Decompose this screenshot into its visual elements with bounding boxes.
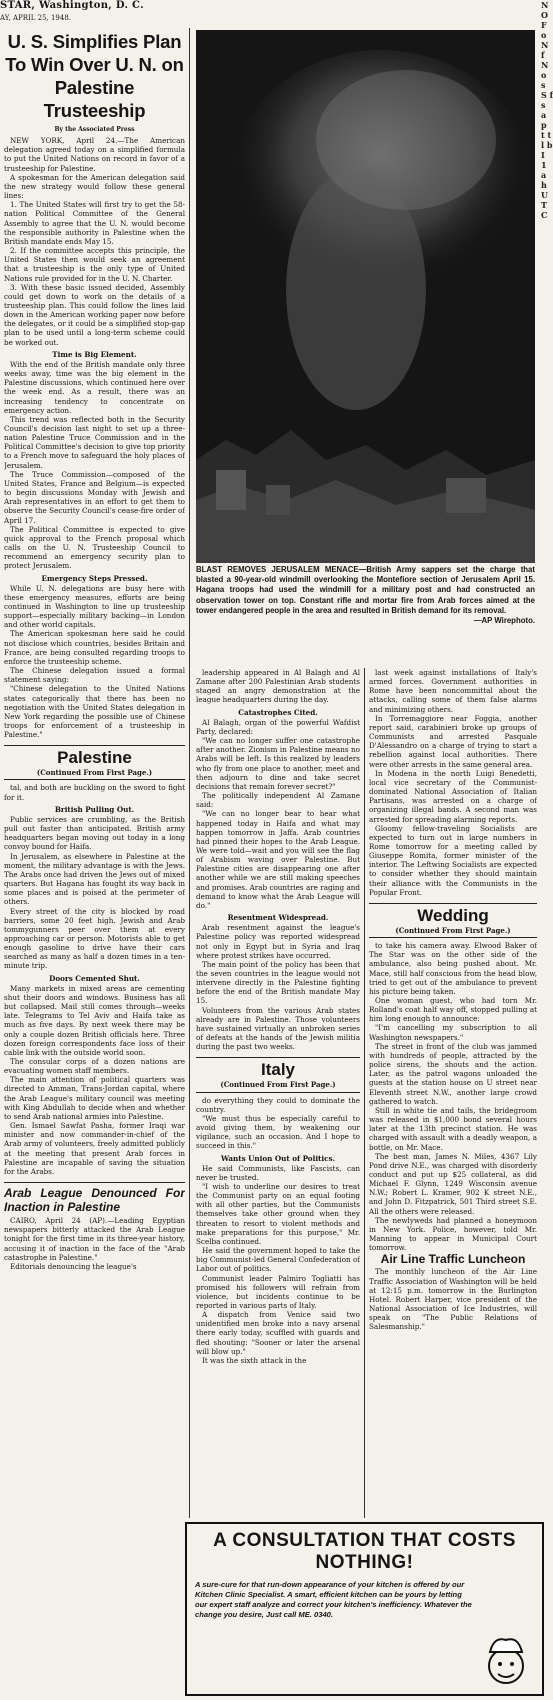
paragraph: The street in front of the club was jammed with hundreds of people, attracted by the police sirens, the shouts and the action. Later, as the patrol wagons unloaded the guests at the station house on U street near Eleventh street N.W., another large crowd gathered to watch. xyxy=(369,1041,537,1106)
paragraph: Public services are crumbling, as the British pull out faster than anticipated. British army headquarters began moving out today in a long convoy bound for Haifa. xyxy=(4,814,185,852)
paragraph: He said the government hoped to take the big Communist-led General Confederation of Labor out of politics. xyxy=(196,1246,360,1274)
paragraph: The newlyweds had planned a honeymoon in New York. Police, however, told Mr. Manning to appear in Municipal Court tomorrow. xyxy=(369,1215,537,1253)
paragraph: 1. The United States will first try to get the 58-nation Political Committee of the General Assembly to agree that the U. N. would become the responsible authority in Palestine when the British mandate ends May 15. xyxy=(4,200,185,246)
paragraph: Communist leader Palmiro Togliatti has promised his followers will refrain from violence, but incidents continue to be reported in various parts of Italy. xyxy=(196,1273,360,1310)
paragraph: In Jerusalem, as elsewhere in Palestine at the moment, the military advantage is with the Jews. The Arabs once had driven the Jews out of mixed quarters. But Hagana has fought its way back in some places and is poised at the perimeter of others. xyxy=(4,851,185,907)
photo-illustration xyxy=(196,30,535,563)
ad-body: A sure-cure for that run-down appearance of your kitchen is offered by our Kitchen Clinic Specialist. A smart, efficient kitchen can be yours by letting our expert staff analyze and correct your kitchen's inefficiency. Whatever the change you desire, Just call ME. 0340. xyxy=(195,1580,472,1619)
paragraph: Gen. Ismael Sawfat Pasha, former Iraqi war minister and now commander-in-chief of the Arab army of volunteers, freely admitted publicly at the meeting that present Arab forces in Palestine are incapable of saving the situation for the Arabs. xyxy=(4,1121,185,1176)
jump-italy xyxy=(196,1057,360,1092)
paragraph: "We can no longer suffer one catastrophe after another. Zionism in Palestine means no Arabs will be left. Is this realized by leaders who fly from one place to another, meet and then adjourn to dine and take secret decisions that remain forever secret?" xyxy=(196,736,360,791)
paragraph: Arab resentment against the league's Palestine policy was reported widespread not only in Egypt but in Syria and Iraq where protest strikes have occurred. xyxy=(196,923,360,960)
jump-title: Wedding xyxy=(417,905,489,925)
paragraph: The Truce Commission—composed of the United States, France and Belgium—is expected to begin discussions Monday with Jewish and Arab representatives in an effort to get them to observe the Security Council's cease-fire order of April 17. xyxy=(4,469,185,525)
paragraph: leadership appeared in Al Balagh and Al Zamane after 200 Palestinian Arab students staged an angry demonstration at the league headquarters during the day. xyxy=(196,668,360,705)
headline-air-line: Air Line Traffic Luncheon xyxy=(380,1252,526,1267)
paragraph: One woman guest, who had torn Mr. Rolland's coat half way off, stopped pulling at him long enough to announce: xyxy=(369,996,537,1024)
paragraph: tal, and both are buckling on the sword to fight for it. xyxy=(4,783,185,802)
paragraph: NEW YORK, April 24.—The American delegation agreed today on a simplified formula to put the United Nations on record in favor of a trusteeship for Palestine. xyxy=(4,136,185,173)
paragraph: With the end of the British mandate only three weeks away, time was the big element in the Palestine discussions, which continued here over the week end. As a result, there was an increasing tendency to concentrate on emergency action. xyxy=(4,359,185,415)
adjacent-column-edge: N O F o N f N o s S f s a p t t l b I 1 a h U T C xyxy=(541,0,553,220)
news-photo-windmill-blast xyxy=(196,30,535,563)
paragraph: The Chinese delegation issued a formal statement saying: xyxy=(4,666,185,685)
jump-continued: (Continued From First Page.) xyxy=(196,1080,360,1092)
jump-title: Italy xyxy=(260,1060,296,1080)
paragraph: A dispatch from Venice said two unidentified men broke into a navy arsenal there early today, scuffled with guards and fled shouting: "Sooner or later the arsenal will blow up." xyxy=(196,1310,360,1356)
jump-continued: (Continued From First Page.) xyxy=(369,926,537,938)
paragraph: The main point of the policy has been that the seven countries in the league would not intervene directly in the Palestine fighting before the end of the British mandate May 15. xyxy=(196,959,360,1006)
paragraph: "I'm cancelling my subscription to all Washington newspapers." xyxy=(369,1023,537,1042)
paragraph: Al Balagh, organ of the powerful Wafdist Party, declared: xyxy=(196,717,360,736)
paragraph: "We can no longer bear to hear what happened today in Haifa and what may happen tomorrow in Jaffa. Arab countries had pinned their hopes to the Arab League. We were told—wait and you will see the flag of Arabism waving over Palestine. But Palestine cities are disappearing one after another while we are still making speeches and promises. Arab countries are raging and demand to know what the Arab League will do." xyxy=(196,809,360,910)
paragraph: Still in white tie and tails, the bridegroom was released in $1,000 bond several hours later at the 13th precinct station. He was charged with assault with a deadly weapon, a bottle, on Mr. Mace. xyxy=(369,1105,537,1152)
paragraph: to take his camera away. Elwood Baker of The Star was on the other side of the ambulance, also being pushed about. Mr. Mace, still half conscious from the head blow, tried to get out of the ambulance to prevent his picture being taken. xyxy=(369,941,537,996)
headline-arab-league: Arab League Denounced For Inaction in Palestine xyxy=(4,1182,185,1214)
paragraph: A spokesman for the American delegation said the new strategy would follow these general lines: xyxy=(4,172,185,201)
subhead: Time is Big Element. xyxy=(52,349,137,359)
chef-face-icon xyxy=(480,1632,532,1688)
paragraph: The monthly luncheon of the Air Line Traffic Association of Washington will be held at 12:15 p.m. tomorrow in the Burlington Hotel. Robert Harper, vice president of the National Association of Ice Industries, will speak on "The Public Relations of Salesmanship." xyxy=(369,1267,537,1332)
byline: By the Associated Press xyxy=(54,126,135,133)
paragraph: do everything they could to dominate the country. xyxy=(196,1095,360,1114)
paragraph: Volunteers from the various Arab states already are in Palestine. Those volunteers have sustained virtually an unbroken series of defeats at the hands of the Jewish militia during the past two weeks. xyxy=(196,1005,360,1052)
paragraph: In Modena in the north Luigi Benedetti, local vice secretary of the Communist-dominated National Association of Italian Partisans, was arrested on a charge of organizing illegal bands. A second man was arrested for spreading alarming reports. xyxy=(369,768,537,824)
subhead: Emergency Steps Pressed. xyxy=(41,573,148,583)
column-rule xyxy=(189,28,190,1518)
jump-wedding xyxy=(369,903,537,938)
column-2 xyxy=(196,668,360,1518)
paragraph: "I wish to underline our desires to treat the Communist party on an equal footing with all other parties, but the Communists themselves take other ground when they threaten to resort to violent methods and make preparations for this purpose," Mr. Scelba continued. xyxy=(196,1181,360,1246)
masthead-date: AY, APRIL 25, 1948. xyxy=(0,14,72,22)
subhead: Resentment Widespread. xyxy=(227,913,329,923)
advertisement xyxy=(185,1522,544,1696)
subhead: Wants Union Out of Politics. xyxy=(220,1153,336,1163)
photo-caption xyxy=(196,565,535,626)
paragraph: The politically independent Al Zamane said: xyxy=(196,791,360,810)
paragraph: It was the sixth attack in the xyxy=(202,1355,307,1365)
paragraph: He said Communists, like Fascists, can never be trusted. xyxy=(196,1163,360,1182)
paragraph: "Chinese delegation to the United Nations states categorically that there has been no negotiation with the United States delegation in New York regarding the possible use of Chinese troops for enforcement of a trusteeship in Palestine." xyxy=(4,684,185,740)
paragraph: This trend was reflected both in the Security Council's decision last night to set up a three-nation Palestine Truce Commission and in the Political Committee's decision to give top priority to a French move to safeguard the holy places of Jerusalem. xyxy=(4,414,185,470)
paragraph: Many markets in mixed areas are cementing shut their doors and windows. Business has all but collapsed. Mail still comes through—weeks late. Telegrams to Tel Aviv and Haifa take as much as five days. By next week there may be only a couple dozen British officials here. Three dozen foreign correspondents face loss of their cable link with the outside world soon. xyxy=(4,983,185,1057)
paragraph: The Political Committee is expected to give quick approval to the French proposal which calls on the U. N. Trusteeship Council to recommend an emergency security plan to protect Jerusalem. xyxy=(4,524,185,571)
column-1 xyxy=(4,28,185,1698)
headline-trusteeship: U. S. Simplifies Plan To Win Over U. N. on Palestine Trusteeship xyxy=(5,31,184,121)
paragraph: 2. If the committee accepts this principle, the United States then would seek an agreement that a trusteeship is the only type of United Nations rule provided for in the U. N. Charter. xyxy=(4,246,185,283)
paragraph: The best man, James N. Miles, 4367 Lily Pond drive N.E., was charged with disorderly conduct and put up $25 collateral, as did Michael F. Glynn, 1249 Wisconsin avenue N.W.; Robert L. Kramer, 902 K street N.E., and John D. Fitzpatrick, 501 Third street S.E. All the others were released. xyxy=(369,1151,537,1216)
paragraph: CAIRO, April 24 (AP).—Leading Egyptian newspapers bitterly attacked the Arab League tonight for the first time in its three-year history, accusing it of inaction in the face of the "Arab catastrophe in Palestine." xyxy=(4,1216,185,1262)
paragraph: The consular corps of a dozen nations are evacuating women staff members. xyxy=(4,1057,185,1076)
column-3 xyxy=(369,668,537,1518)
column-rule xyxy=(364,668,365,1518)
jump-palestine xyxy=(4,745,185,780)
paragraph: 3. With these basic issued decided, Assembly could get down to work on the details of a trusteeship plan. This could follow the lines laid down in the American working paper now before the delegates, or it could be a simplified stop-gap plan to be used until a long-term scheme could be worked out. xyxy=(4,282,185,347)
photo-credit: —AP Wirephoto. xyxy=(473,616,535,626)
paragraph: Editorials denouncing the league's xyxy=(10,1261,137,1271)
paragraph: While U. N. delegations are busy here with these emergency measures, efforts are being continued in Washington to line up trusteeship support—especially military backing—in London and other world capitals. xyxy=(4,583,185,630)
subhead: Doors Cemented Shut. xyxy=(49,973,140,983)
jump-title: Palestine xyxy=(57,748,132,768)
masthead-paper: STAR, Washington, D. C. xyxy=(0,0,144,11)
paragraph: In Torremaggiore near Foggia, another report said, carabinieri broke up groups of Communists and arrested Pasquale D'Alessandro on a charge of trying to start a rebellion against local authorities. There were other arrests in the same general area. xyxy=(369,713,537,769)
paragraph: The main attention of political quarters was directed to Amman, Trans-Jordan capital, where the Arab League's military council was meeting with King Abdullah to decide when and whether to send Arab national armies into Palestine. xyxy=(4,1075,185,1121)
paragraph: Every street of the city is blocked by road barriers, some 20 feet high. Jewish and Arab tommygunners peer over them at every approaching car or person. Motorists able to get enough gasoline to drive have their cars searched as many as half a dozen times in a ten-minute trip. xyxy=(4,906,185,971)
caption-text: BLAST REMOVES JERUSALEM MENACE—British Army sappers set the charge that blasted a 90-year-old windmill overlooking the Montefiore section of Jerusalem April 15. Hagana troops had used the windmill for a military post and had constructed an observation tower on top. Constant rifle and mortar fire from Arab forces aimed at the tower endangered people in the area and resulted in British demand for its removal. xyxy=(196,565,535,615)
paragraph: last week against installations of Italy's armed forces. Government authorities in Rome have been noncommittal about the attacks, calling some of them false alarms and minimizing others. xyxy=(369,668,537,714)
paragraph: The American spokesman here said he could not disclose which countries, besides Britain and France, are being consulted regarding troops to enforce the trusteeship scheme. xyxy=(4,629,185,666)
ad-title: A CONSULTATION THAT COSTS NOTHING! xyxy=(213,1530,516,1573)
paragraph: "We must thus be especially careful to avoid giving them, by weakening our vigilance, such an occasion. And I hope to succeed in this." xyxy=(196,1113,360,1151)
paragraph: Gloomy fellow-traveling Socialists are expected to turn out in large numbers in Rome tomorrow for a meeting called by Giuseppe Romita, former minister of the interior. The Leftwing Socialists are expected to consider whether they should maintain their alliance with the Communists in the Popular Front. xyxy=(369,823,537,897)
subhead: Catastrophes Cited. xyxy=(238,707,318,717)
jump-continued: (Continued From First Page.) xyxy=(4,768,185,780)
subhead: British Pulling Out. xyxy=(54,804,135,814)
